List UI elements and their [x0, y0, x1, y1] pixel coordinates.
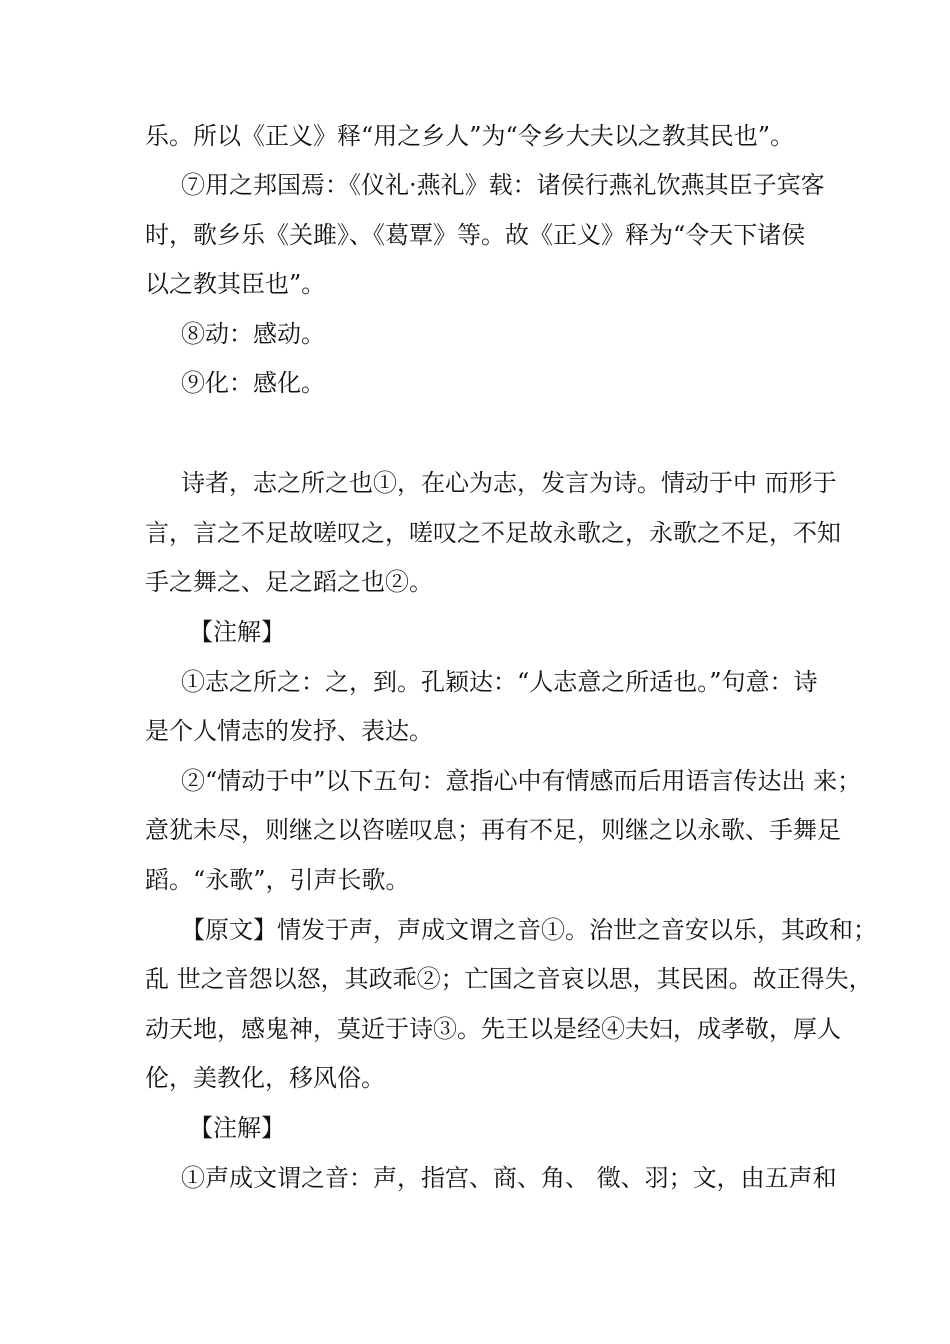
text-line: ⑨化：感化。	[181, 369, 325, 397]
section-heading: 【注解】	[189, 1114, 285, 1142]
text-line: ①声成文谓之音：声，指宫、商、角、 徵、羽；文，由五声和	[181, 1164, 837, 1192]
text-line: 意犹未尽，则继之以咨嗟叹息；再有不足，则继之以永歌、手舞足	[145, 816, 841, 844]
text-line: 乱 世之音怨以怒，其政乖②；亡国之音哀以思，其民困。故正得失，	[145, 965, 873, 993]
text-line: ⑦用之邦国焉：《仪礼·燕礼》载：诸侯行燕礼饮燕其臣子宾客	[181, 171, 825, 199]
text-line: 【原文】情发于声，声成文谓之音①。治世之音安以乐，其政和；	[181, 916, 877, 944]
text-line: 诗者，志之所之也①，在心为志，发言为诗。情动于中 而形于	[181, 469, 837, 497]
section-heading: 【注解】	[189, 618, 285, 646]
text-line: 蹈。“永歌”，引声长歌。	[145, 866, 410, 894]
text-line: 手之舞之、足之蹈之也②。	[145, 568, 433, 596]
text-line: 以之教其臣也”。	[145, 270, 326, 298]
text-line: 乐。所以《正义》释“用之乡人”为“令乡大夫以之教其民也”。	[145, 122, 795, 150]
text-line: 动天地，感鬼神，莫近于诗③。先王以是经④夫妇，成孝敬，厚人	[145, 1015, 841, 1043]
text-line: ①志之所之：之，到。孔颖达：“人志意之所适也。”句意：诗	[181, 668, 818, 696]
text-line: 是个人情志的发抒、表达。	[145, 717, 433, 745]
text-line: 言，言之不足故嗟叹之，嗟叹之不足故永歌之，永歌之不足，不知	[145, 519, 841, 547]
text-line: ②“情动于中”以下五句：意指心中有情感而后用语言传达出 来；	[181, 767, 862, 795]
text-line: ⑧动：感动。	[181, 320, 325, 348]
text-line: 时，歌乡乐《关雎》、《葛覃》等。故《正义》释为“令天下诸侯	[145, 221, 806, 249]
text-line: 伦，美教化，移风俗。	[145, 1064, 385, 1092]
